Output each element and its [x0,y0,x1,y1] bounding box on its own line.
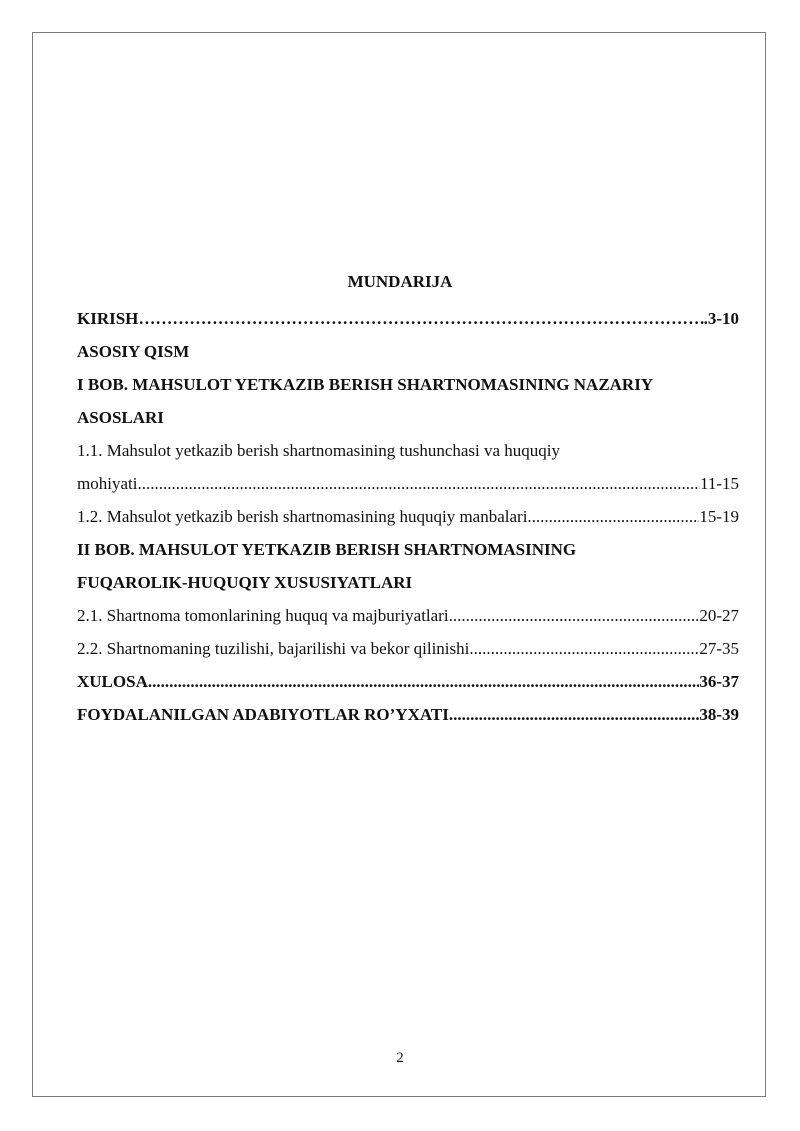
toc-heading-asosiy-qism: ASOSIY QISM [77,342,190,361]
toc-dot-leader [527,500,699,533]
toc-entry-pages: 15-19 [699,507,739,526]
toc-dot-leader [137,467,700,500]
toc-entry-label: FOYDALANILGAN ADABIYOTLAR RO’YXATI [77,705,449,724]
toc-entry-adabiyotlar [77,698,739,731]
toc-entry-pages: 20-27 [699,606,739,625]
toc-entry-pages: 36-37 [699,672,739,691]
table-of-contents [77,302,747,731]
toc-dot-leader [449,698,700,731]
toc-chapter-2-line-2: FUQAROLIK-HUQUQIY XUSUSIYATLARI [77,573,413,592]
toc-section-2-1 [77,599,739,632]
toc-entry-label: 2.2. Shartnomaning tuzilishi, bajarilishi va bekor qilinishi [77,639,470,658]
toc-chapter-1-line-1: I BOB. MAHSULOT YETKAZIB BERISH SHARTNOMASINING NAZARIY [77,375,654,394]
toc-entry-label: XULOSA [77,672,148,691]
toc-entry-pages: .3-10 [703,309,739,328]
toc-entry-pages: 38-39 [699,705,739,724]
toc-section-1-2 [77,500,739,533]
toc-section-1-1-line-1: 1.1. Mahsulot yetkazib berish shartnomasining tushunchasi va huquqiy [77,441,561,460]
toc-entry-xulosa [77,665,739,698]
toc-entry-label: 2.1. Shartnoma tomonlarining huquq va majburiyatlari [77,606,449,625]
toc-dot-leader [449,599,700,632]
toc-section-2-2 [77,632,739,665]
toc-chapter-1-line-2: ASOSLARI [77,408,164,427]
toc-entry-label: mohiyati [77,474,138,493]
page-title: MUNDARIJA [347,272,453,291]
toc-entry-kirish [77,302,739,335]
toc-entry-label: KIRISH [77,309,139,328]
toc-dot-leader [469,632,699,665]
page-number: 2 [396,1050,404,1066]
toc-dot-leader [148,665,699,698]
toc-entry-pages: 27-35 [699,639,739,658]
toc-section-1-1-line-2 [77,467,739,500]
toc-entry-label: 1.2. Mahsulot yetkazib berish shartnomasining huquqiy manbalari [77,507,528,526]
toc-entry-pages: 11-15 [699,474,739,493]
toc-dot-leader [138,302,703,335]
toc-chapter-2-line-1: II BOB. MAHSULOT YETKAZIB BERISH SHARTNOMASINING [77,540,577,559]
